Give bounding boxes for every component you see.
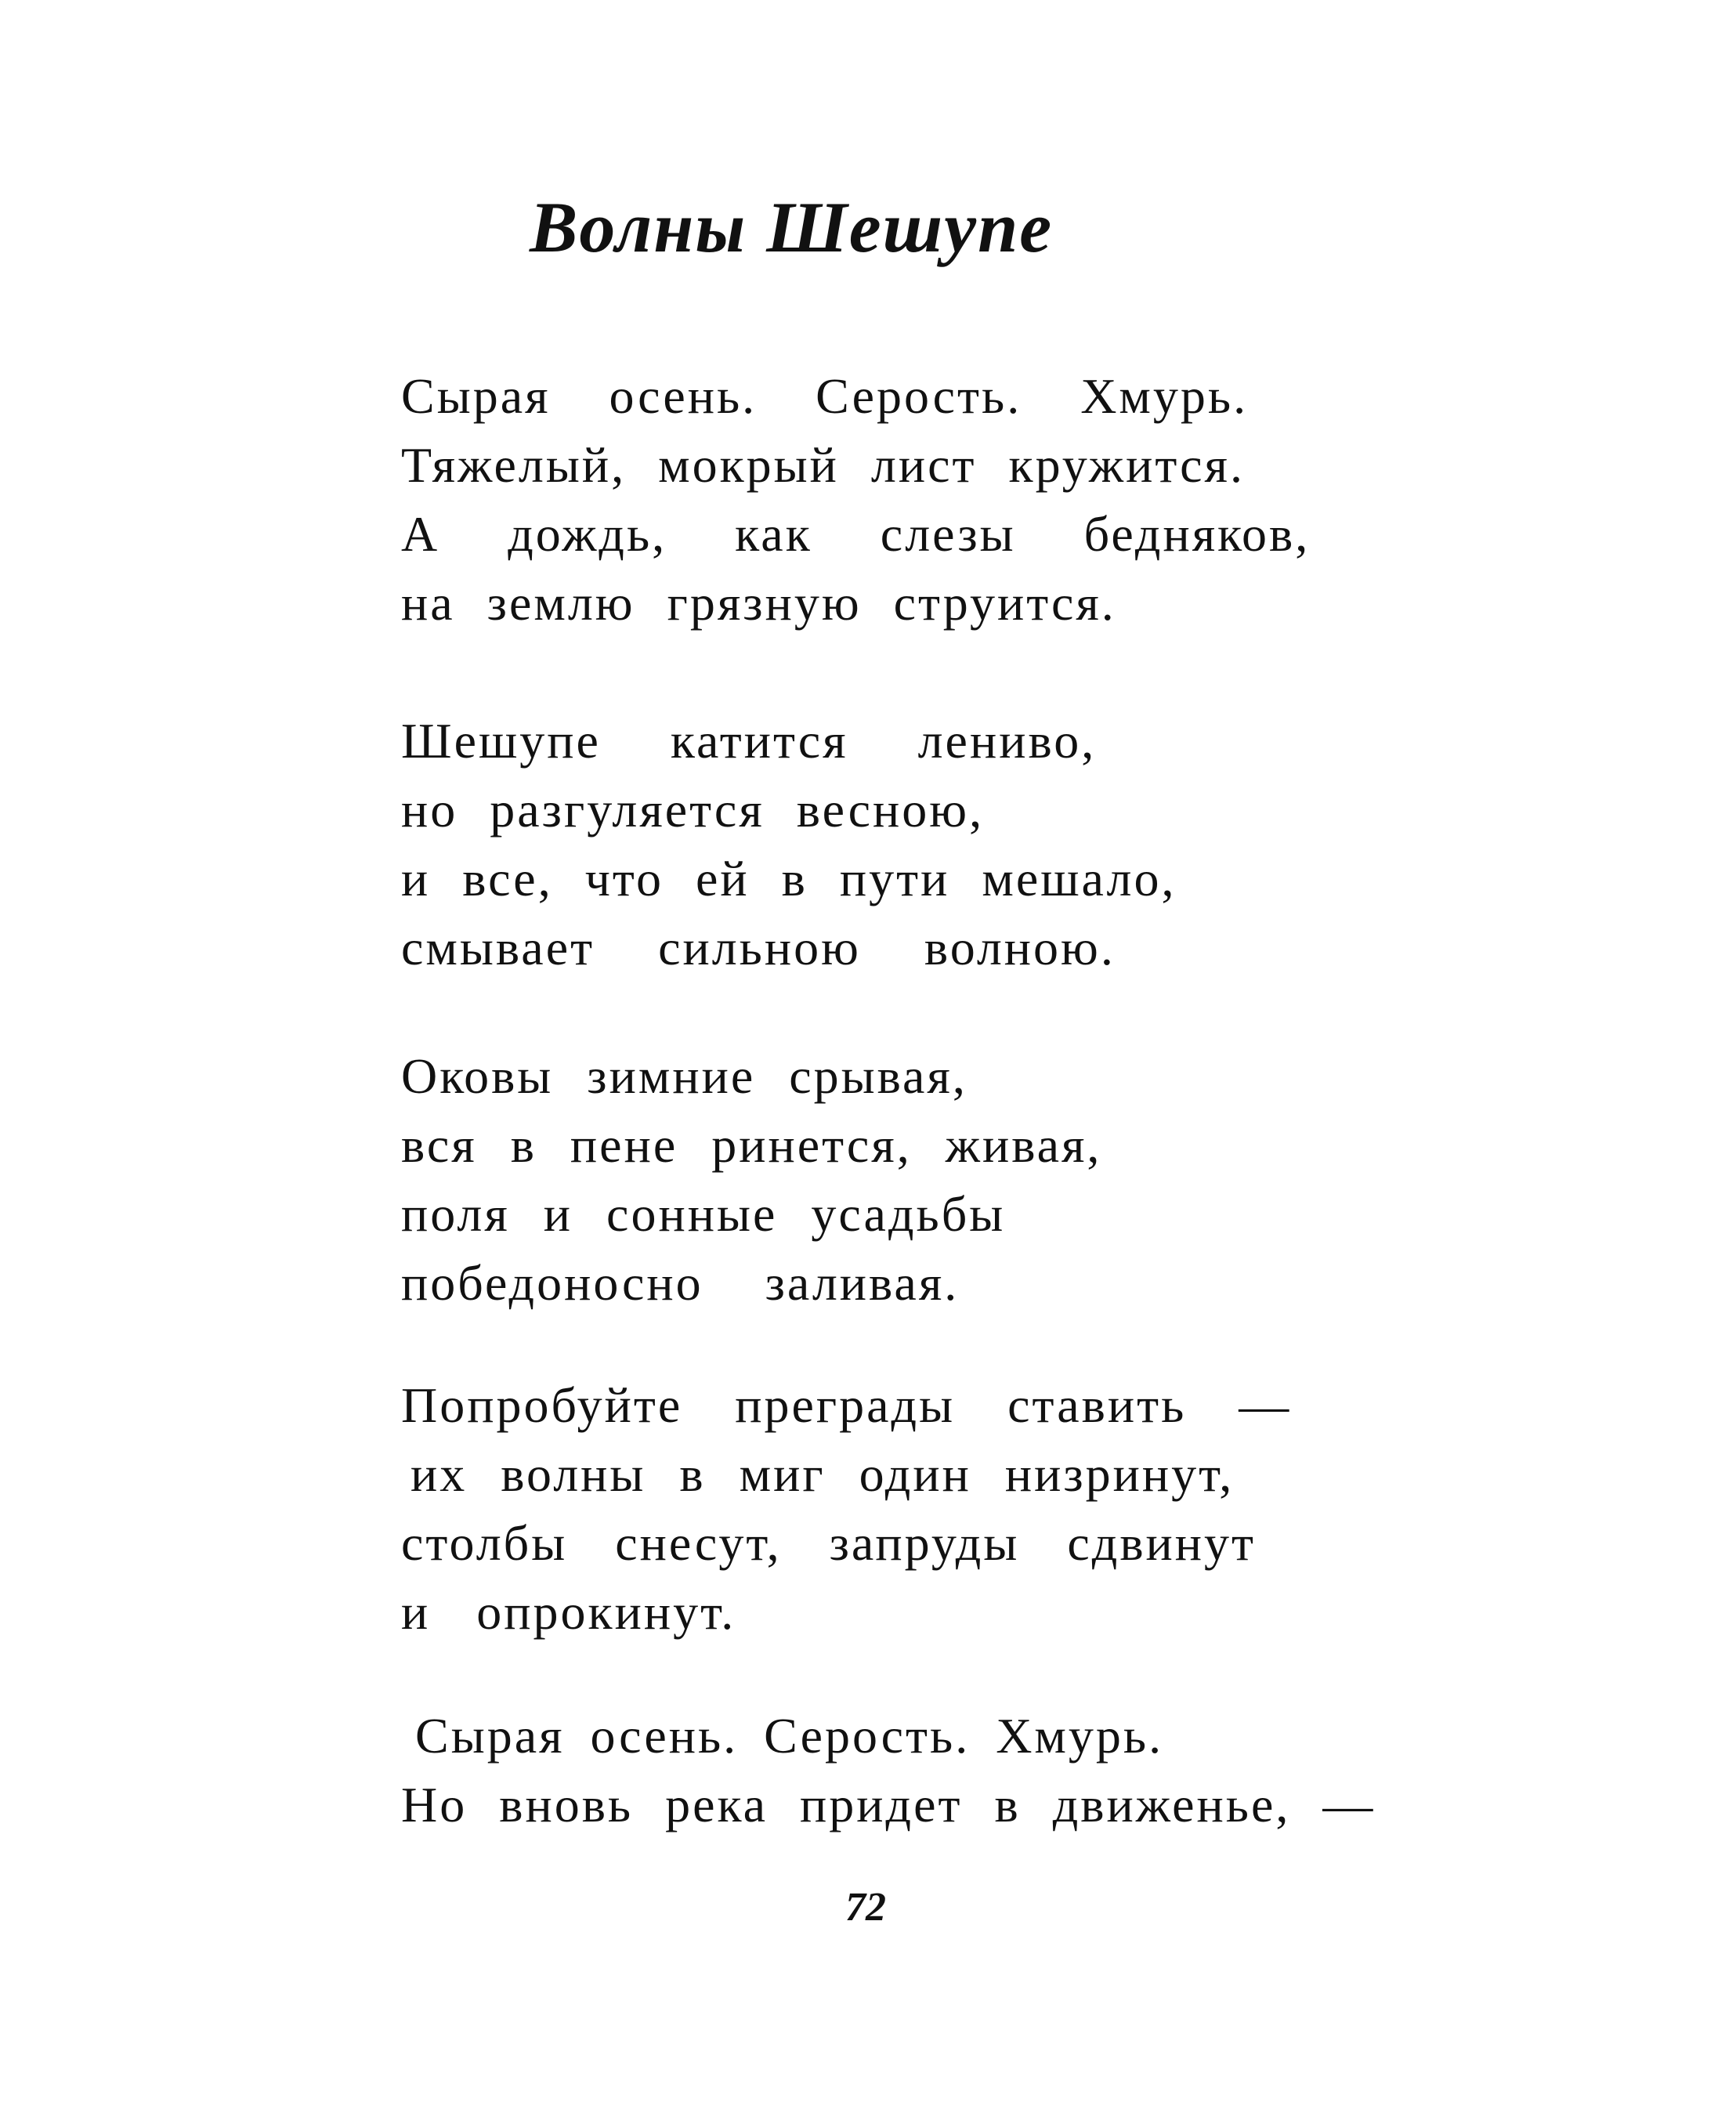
poem-line: Сырая осень. Серость. Хмурь. bbox=[401, 368, 1249, 424]
poem-line: Сырая осень. Серость. Хмурь. bbox=[415, 1708, 1164, 1764]
stanza-2 bbox=[401, 707, 1404, 982]
poem-line: столбы снесут, запруды сдвинут bbox=[401, 1515, 1256, 1571]
stanza-5 bbox=[401, 1702, 1404, 1840]
stanza-4 bbox=[401, 1371, 1404, 1647]
poem-line: А дождь, как слезы бедняков, bbox=[401, 506, 1311, 562]
stanza-1 bbox=[401, 362, 1404, 638]
poem-line: их волны в миг один низринут, bbox=[410, 1446, 1235, 1502]
poem-line: вся в пене ринется, живая, bbox=[401, 1117, 1102, 1173]
poem-line: и опрокинут. bbox=[401, 1584, 736, 1640]
poem-line: Тяжелый, мокрый лист кружится. bbox=[401, 437, 1245, 493]
poem-line: Оковы зимние срывая, bbox=[401, 1048, 967, 1104]
poem-line: Попробуйте преграды ставить — bbox=[401, 1377, 1292, 1433]
stanza-3 bbox=[401, 1042, 1404, 1318]
page-number: 72 bbox=[845, 1885, 886, 1930]
poem-line: победоносно заливая. bbox=[401, 1255, 960, 1311]
poem-line: на землю грязную струится. bbox=[401, 575, 1116, 631]
poem-line: смывает сильною волною. bbox=[401, 920, 1116, 975]
poem-line: Шешупе катится лениво, bbox=[401, 713, 1097, 769]
poem-title: Волны Шешупе bbox=[530, 187, 1054, 267]
poem-line: Но вновь река придет в движенье, — bbox=[401, 1777, 1376, 1832]
poem-line: но разгуляется весною, bbox=[401, 782, 985, 838]
poem-line: и все, что ей в пути мешало, bbox=[401, 851, 1177, 906]
poem-line: поля и сонные усадьбы bbox=[401, 1186, 1006, 1242]
